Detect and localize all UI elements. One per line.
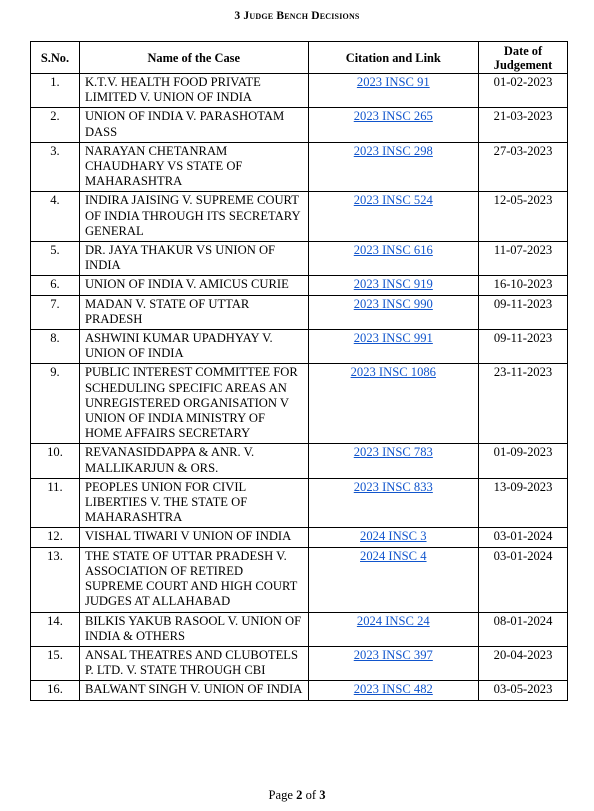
page-title: 3 Judge Bench Decisions [234,10,360,22]
row-case-name: THE STATE OF UTTAR PRADESH V. ASSOCIATION OF RETIRED SUPREME COURT AND HIGH COURT JUDGES AT ALLAHABAD [79,547,308,612]
row-sno: 11. [31,478,80,528]
table-row [31,74,568,108]
row-case-name: MADAN V. STATE OF UTTAR PRADESH [79,295,308,329]
row-date: 01-09-2023 [479,444,568,478]
row-citation-cell [308,528,479,547]
row-sno: 1. [31,74,80,108]
citation-link[interactable]: 2023 INSC 991 [353,331,433,346]
row-case-name: DR. JAYA THAKUR VS UNION OF INDIA [79,242,308,276]
table-row [31,330,568,364]
citation-link[interactable]: 2023 INSC 919 [353,277,433,292]
row-date: 27-03-2023 [479,142,568,192]
row-citation-cell [308,276,479,295]
row-date: 03-01-2024 [479,547,568,612]
row-case-name: NARAYAN CHETANRAM CHAUDHARY VS STATE OF MAHARASHTRA [79,142,308,192]
row-date: 20-04-2023 [479,646,568,680]
row-date: 01-02-2023 [479,74,568,108]
row-citation-cell [308,681,479,700]
row-case-name: ANSAL THEATRES AND CLUBOTELS P. LTD. V. STATE THROUGH CBI [79,646,308,680]
table-row [31,528,568,547]
citation-link[interactable]: 2023 INSC 91 [356,75,430,89]
row-citation-cell [308,74,479,108]
row-sno: 5. [31,242,80,276]
table-row [31,276,568,295]
row-case-name: PUBLIC INTEREST COMMITTEE FOR SCHEDULING SPECIFIC AREAS AN UNREGISTERED ORGANISATION V UNION OF INDIA MINISTRY OF HOME AFFAIRS SECRETARY [79,364,308,444]
table-row [31,547,568,612]
row-citation-cell [308,142,479,192]
row-case-name: K.T.V. HEALTH FOOD PRIVATE LIMITED V. UNION OF INDIA [79,74,308,108]
citation-link[interactable]: 2023 INSC 397 [353,647,433,662]
row-sno: 16. [31,681,80,700]
row-citation-cell [308,646,479,680]
row-citation-cell [308,547,479,612]
row-date: 09-11-2023 [479,330,568,364]
row-citation-cell [308,612,479,646]
table-row [31,646,568,680]
citation-link[interactable]: 2023 INSC 265 [353,109,433,124]
page-footer [0,788,594,803]
table-row [31,444,568,478]
row-case-name: VISHAL TIWARI V UNION OF INDIA [79,528,308,547]
row-sno: 9. [31,364,80,444]
citation-link[interactable]: 2024 INSC 4 [360,548,427,563]
row-date: 13-09-2023 [479,478,568,528]
citation-link[interactable]: 2023 INSC 1086 [350,365,436,380]
row-case-name: PEOPLES UNION FOR CIVIL LIBERTIES V. THE STATE OF MAHARASHTRA [79,478,308,528]
row-date: 08-01-2024 [479,612,568,646]
table-row [31,242,568,276]
row-citation-cell [308,330,479,364]
row-sno: 8. [31,330,80,364]
table-row [31,295,568,329]
row-date: 09-11-2023 [479,295,568,329]
table-row [31,612,568,646]
citation-link[interactable]: 2023 INSC 298 [353,143,433,158]
row-date: 11-07-2023 [479,242,568,276]
citation-link[interactable]: 2023 INSC 482 [353,682,433,697]
row-sno: 14. [31,612,80,646]
row-sno: 15. [31,646,80,680]
header-date: Date of Judgement [479,42,568,74]
row-sno: 7. [31,295,80,329]
table-row [31,478,568,528]
row-case-name: UNION OF INDIA V. PARASHOTAM DASS [79,108,308,142]
row-date: 03-05-2023 [479,681,568,700]
header-sno: S.No. [31,42,80,74]
citation-link[interactable]: 2023 INSC 616 [353,243,433,258]
row-citation-cell [308,295,479,329]
row-case-name: BILKIS YAKUB RASOOL V. UNION OF INDIA & OTHERS [79,612,308,646]
row-case-name: ASHWINI KUMAR UPADHYAY V. UNION OF INDIA [79,330,308,364]
citation-link[interactable]: 2023 INSC 783 [353,445,433,460]
row-citation-cell [308,364,479,444]
row-citation-cell [308,444,479,478]
row-sno: 10. [31,444,80,478]
row-citation-cell [308,108,479,142]
citation-link[interactable]: 2023 INSC 524 [353,193,433,208]
footer-of: of [305,788,317,802]
footer-total-pages: 3 [319,788,326,802]
row-case-name: REVANASIDDAPPA & ANR. V. MALLIKARJUN & ORS. [79,444,308,478]
row-case-name: UNION OF INDIA V. AMICUS CURIE [79,276,308,295]
row-case-name: INDIRA JAISING V. SUPREME COURT OF INDIA THROUGH ITS SECRETARY GENERAL [79,192,308,242]
footer-current-page: 2 [296,788,303,802]
row-sno: 2. [31,108,80,142]
table-row [31,192,568,242]
row-date: 12-05-2023 [479,192,568,242]
citation-link[interactable]: 2023 INSC 990 [353,296,433,311]
row-date: 16-10-2023 [479,276,568,295]
row-sno: 12. [31,528,80,547]
row-sno: 3. [31,142,80,192]
citation-link[interactable]: 2024 INSC 24 [356,613,430,628]
table-row [31,364,568,444]
citation-link[interactable]: 2023 INSC 833 [353,479,433,494]
row-date: 03-01-2024 [479,528,568,547]
table-row [31,681,568,700]
row-citation-cell [308,478,479,528]
row-sno: 6. [31,276,80,295]
table-header-row [31,42,568,74]
header-case-name: Name of the Case [79,42,308,74]
citation-link[interactable]: 2024 INSC 3 [360,529,427,544]
footer-page-prefix: Page [268,788,293,802]
header-citation: Citation and Link [308,42,479,74]
decisions-table [30,41,568,701]
table-row [31,142,568,192]
row-citation-cell [308,192,479,242]
row-date: 23-11-2023 [479,364,568,444]
row-date: 21-03-2023 [479,108,568,142]
row-citation-cell [308,242,479,276]
table-row [31,108,568,142]
row-sno: 13. [31,547,80,612]
row-sno: 4. [31,192,80,242]
row-case-name: BALWANT SINGH V. UNION OF INDIA [79,681,308,700]
